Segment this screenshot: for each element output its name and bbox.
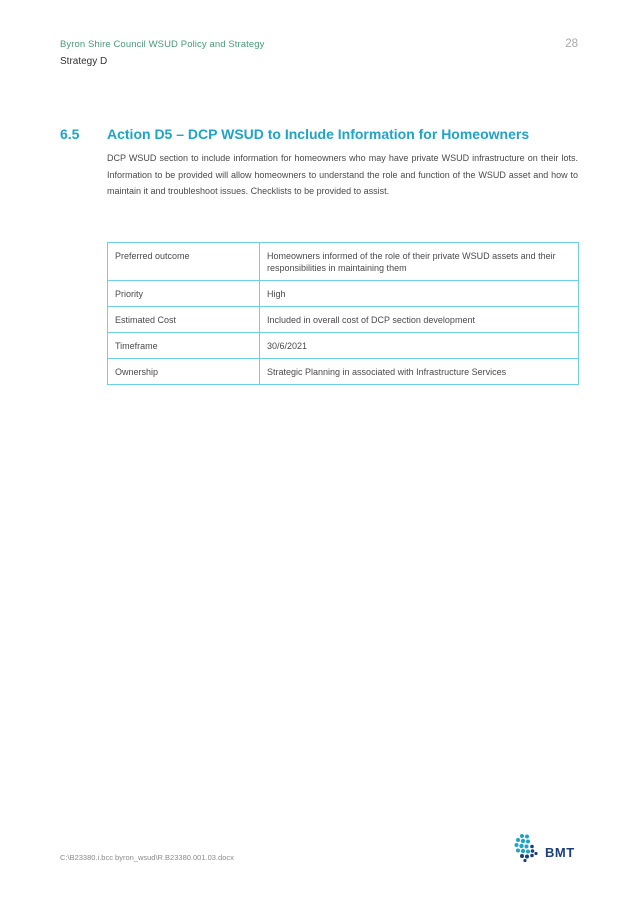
table-row: [108, 281, 579, 307]
row-label: Timeframe: [108, 333, 260, 359]
action-table: [107, 242, 579, 385]
bmt-logo-text: BMT: [545, 845, 575, 860]
row-value: High: [260, 281, 579, 307]
table-row: [108, 359, 579, 385]
footer-file-path: C:\B23380.i.bcc byron_wsud\R.B23380.001.03.docx: [60, 853, 234, 862]
row-value: Homeowners informed of the role of their private WSUD assets and their responsibilities in maintaining them: [260, 243, 579, 281]
section-header: Strategy D: [60, 56, 108, 67]
row-value: Included in overall cost of DCP section development: [260, 307, 579, 333]
section-body: DCP WSUD section to include information for homeowners who may have private WSUD infrastructure on their lots. Information to be provided will allow homeowners to understand the role and function of the WSUD asset and how to maintain it and troubleshoot issues. Checklists to be provided to assist.: [107, 153, 578, 196]
row-value: 30/6/2021: [260, 333, 579, 359]
row-value: Strategic Planning in associated with Infrastructure Services: [260, 359, 579, 385]
table-row: [108, 333, 579, 359]
table-row: [108, 307, 579, 333]
table-row: [108, 243, 579, 281]
row-label: Priority: [108, 281, 260, 307]
page-number: 28: [565, 38, 578, 50]
row-label: Preferred outcome: [108, 243, 260, 281]
row-label: Estimated Cost: [108, 307, 260, 333]
document-title: Byron Shire Council WSUD Policy and Strategy: [60, 39, 265, 50]
section-title: Action D5 – DCP WSUD to Include Information for Homeowners: [107, 126, 530, 142]
section-number: 6.5: [60, 126, 80, 142]
row-label: Ownership: [108, 359, 260, 385]
